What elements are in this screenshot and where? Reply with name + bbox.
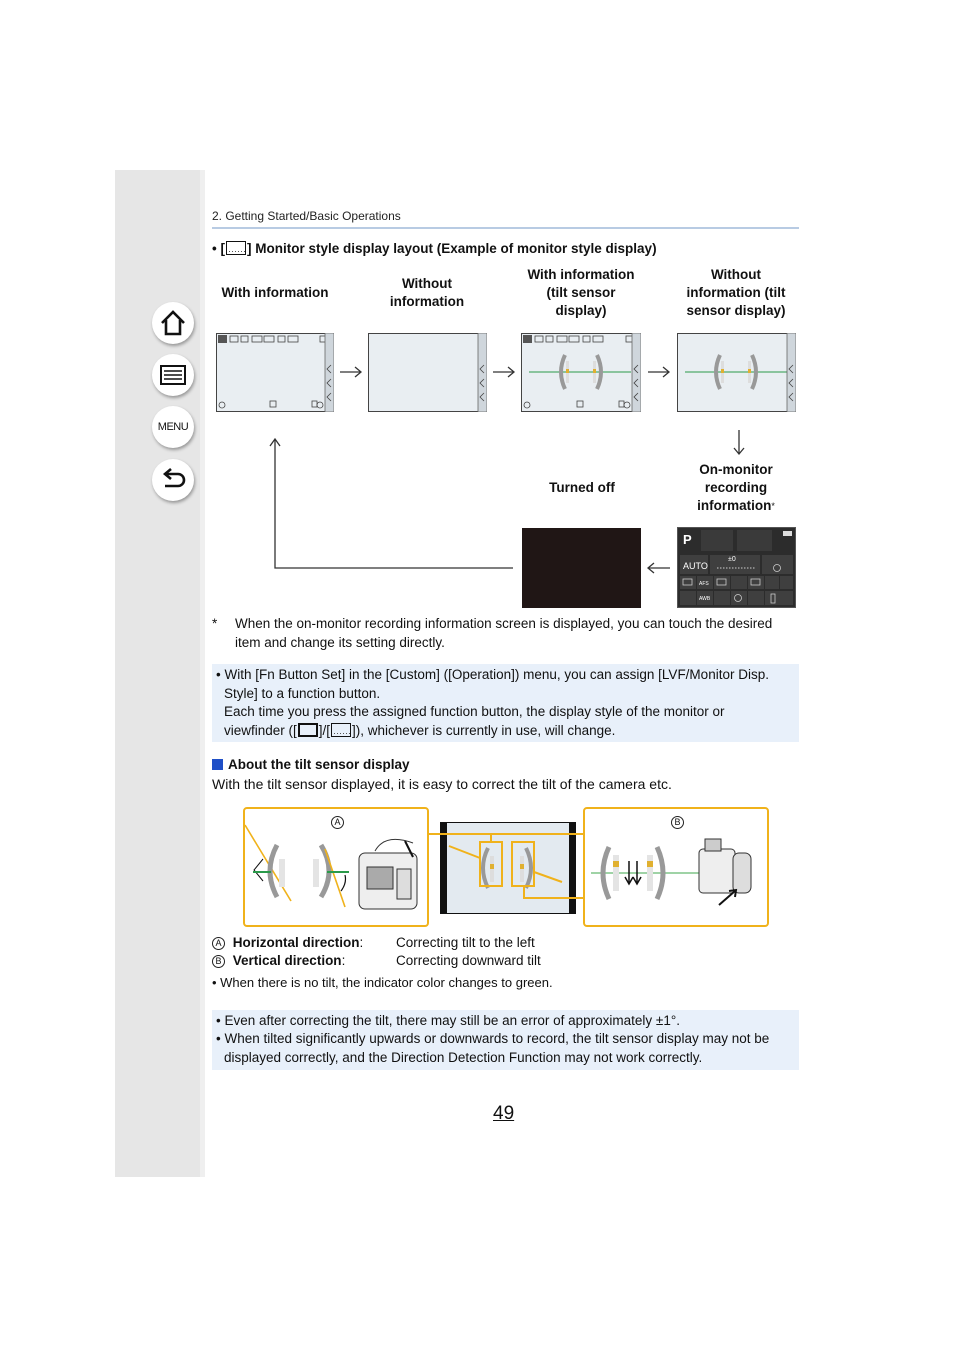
fn-note-line2: Each time you press the assigned function button, the display style of the monitor or [224, 704, 725, 719]
marker-a-legend: A [212, 937, 225, 950]
afs-label: AFS [699, 581, 709, 587]
section-title-suffix: ] Monitor style display layout (Example of monitor style display) [246, 241, 657, 256]
legend-b [212, 951, 812, 970]
awb-label: AWB [699, 596, 711, 602]
breadcrumb: 2. Getting Started/Basic Operations [212, 209, 401, 223]
legend-b-term: Vertical direction [232, 953, 342, 968]
mode-p-label: P [683, 532, 692, 547]
footnote-text: When the on-monitor recording information screen is displayed, you can touch the desired item and change its setting directly. [235, 616, 773, 650]
caution-item-1: • Even after correcting the tilt, there may still be an error of approximately ±1°. [216, 1013, 680, 1028]
caption-on-monitor-text: On-monitor recording information [697, 462, 773, 513]
caption-with-info-tilt: With information (tilt sensor display) [527, 267, 635, 318]
legend-b-colon: : [341, 953, 346, 968]
fn-note-line1: • With [Fn Button Set] in the [Custom] ([Operation]) menu, you can assign [LVF/Monitor Disp. Style] to a function button. [216, 667, 769, 701]
page-number: 49 [493, 1103, 515, 1124]
caption-with-info: With information [221, 285, 329, 300]
caption-without-info: Without information [389, 276, 465, 309]
caution-box [212, 1010, 799, 1070]
marker-b-legend: B [212, 955, 225, 968]
section-title-prefix: • [ [212, 241, 225, 256]
tilt-intro: With the tilt sensor displayed, it is easy to correct the tilt of the camera etc. [212, 776, 672, 792]
ev-label: ±0 [728, 556, 736, 563]
illustration-vertical [583, 807, 769, 927]
iso-auto-label: AUTO [683, 561, 708, 571]
legend-a-colon: : [359, 935, 364, 950]
legend-a [212, 933, 812, 952]
legend-a-desc: Correcting tilt to the left [396, 935, 535, 950]
marker-a: A [331, 816, 344, 829]
fn-note-line3-mid: ]/[ [318, 723, 331, 738]
caption-without-info-tilt: Without information (tilt sensor display) [686, 267, 786, 318]
fn-note-line3-suffix: ]), whichever is currently in use, will change. [352, 723, 616, 738]
marker-b: B [671, 816, 684, 829]
caption-turned-off: Turned off [549, 480, 615, 495]
legend-a-term: Horizontal direction [232, 935, 360, 950]
vertical-tilt-illustration [585, 809, 767, 925]
menu-label: MENU [157, 421, 189, 433]
fn-note-line3-prefix: viewfinder ([ [224, 723, 297, 738]
caution-item-2: • When tilted significantly upwards or downwards to record, the tilt sensor display may not be displayed correctly, and the Direction Detection Function may not work correctly. [216, 1031, 770, 1065]
green-note: • When there is no tilt, the indicator color changes to green. [212, 975, 553, 990]
footnote-mark: * [212, 616, 218, 631]
legend-b-desc: Correcting downward tilt [396, 953, 541, 968]
tilt-heading: About the tilt sensor display [228, 757, 410, 772]
asterisk-mark: * [771, 501, 775, 511]
